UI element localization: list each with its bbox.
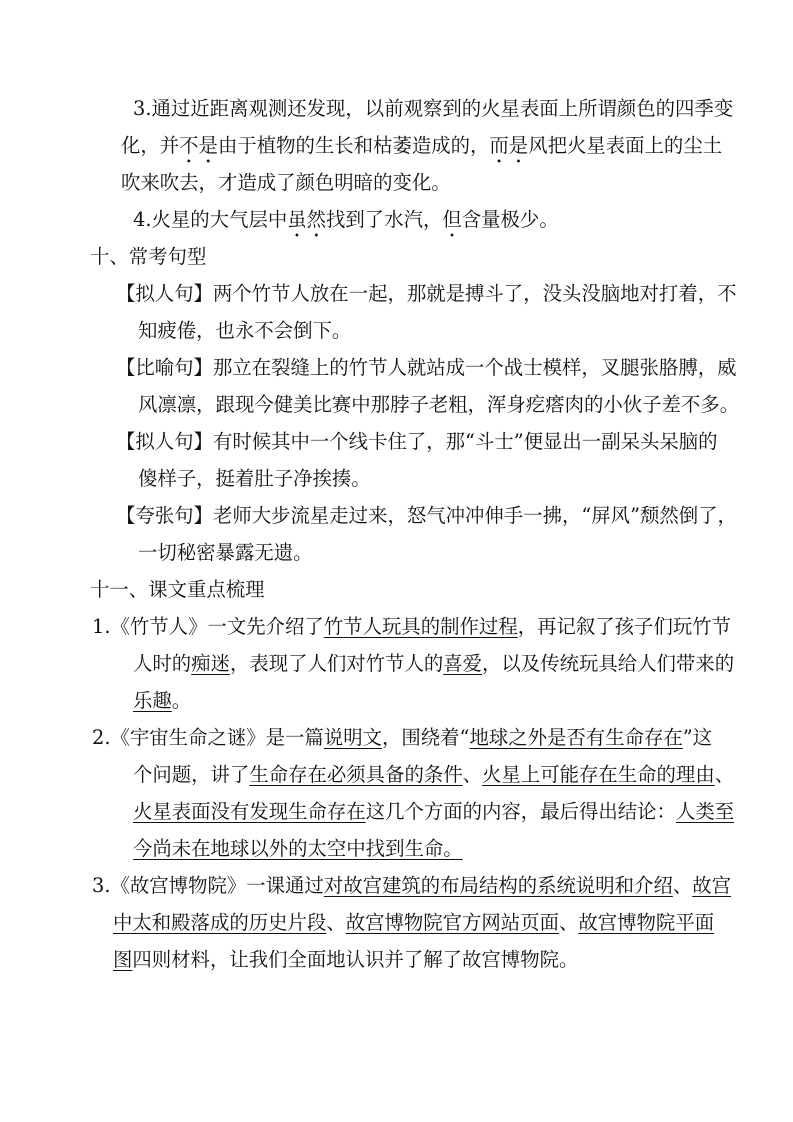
text-line <box>138 460 371 497</box>
underlined-key-phrase: 故宫博物院平面 <box>578 911 715 934</box>
text-segment: 一切秘密暴露无遗。 <box>138 541 313 564</box>
text-segment: 4.火星的大气层中 <box>133 208 288 231</box>
section-heading <box>90 238 206 275</box>
text-segment: 化，并 <box>121 134 180 157</box>
text-line <box>92 719 712 756</box>
text-line <box>113 904 714 941</box>
text-segment: 3.通过近距离观测还发现，以前观察到的火星表面上所谓颜色的四季变 <box>133 97 734 120</box>
underlined-key-phrase: 说明文 <box>323 726 382 749</box>
underlined-key-phrase: 喜爱 <box>443 652 483 675</box>
text-segment: 由于植物的生长和枯萎造成的， <box>217 134 490 157</box>
text-line <box>133 201 559 238</box>
text-line <box>133 645 734 682</box>
text-line <box>138 534 313 571</box>
text-segment: ，表现了人们对竹节人的 <box>229 652 444 675</box>
text-line <box>138 312 351 349</box>
text-segment: 【拟人句】两个竹节人放在一起，那就是搏斗了，没头没脑地对打着，不 <box>116 282 737 305</box>
text-line <box>116 275 737 312</box>
text-segment: 四则材料，让我们全面地认识并了解了故宫博物院。 <box>132 948 579 971</box>
text-line <box>92 867 731 904</box>
underlined-key-phrase: 故宫博物院官方网站页面 <box>345 911 559 934</box>
text-segment: 、 <box>558 911 579 934</box>
text-segment: 【拟人句】有时候其中一个线卡住了，那“斗士”便显出一副呆头呆脑的 <box>116 430 718 453</box>
text-segment: 【夸张句】老师大步流星走过来，怒气冲冲伸手一拂，“屏风”颓然倒了， <box>116 504 737 527</box>
emphasis-dotted-text: 虽然 <box>287 208 327 231</box>
underlined-key-phrase: 故宫 <box>692 874 732 897</box>
text-segment: 傻样子，挺着肚子净挨揍。 <box>138 467 371 490</box>
text-line <box>92 608 731 645</box>
text-line <box>133 793 734 830</box>
text-segment: ，再记叙了孩子们玩竹节 <box>517 615 732 638</box>
text-segment: 风把火星表面上的尘土 <box>528 134 723 157</box>
text-line <box>116 349 737 386</box>
text-segment: ”这 <box>682 726 713 749</box>
underlined-key-phrase: 地球之外是否有生命存在 <box>469 726 683 749</box>
emphasis-dotted-text: 不是 <box>179 134 218 157</box>
underlined-key-phrase: 痴迷 <box>191 652 230 675</box>
text-segment: 1.《竹节人》一文先介绍了 <box>92 615 324 638</box>
text-line <box>133 830 463 867</box>
emphasis-dotted-text: 而是 <box>489 134 529 157</box>
text-segment: 风凛凛，跟现今健美比赛中那脖子老粗，浑身疙瘩肉的小伙子差不多。 <box>138 393 740 416</box>
text-segment: ，围绕着“ <box>381 726 470 749</box>
text-segment: 、 <box>714 763 735 786</box>
underlined-key-phrase: 人类至 <box>675 800 735 823</box>
text-line <box>133 90 733 127</box>
text-line <box>133 682 191 719</box>
text-segment: 这几个方面的内容，最后得出结论： <box>365 800 676 823</box>
text-segment: 【比喻句】那立在裂缝上的竹节人就站成一个战士模样，叉腿张胳膊，威 <box>116 356 737 379</box>
text-segment: 2.《宇宙生命之谜》是一篇 <box>92 726 324 749</box>
underlined-key-phrase: 乐趣 <box>133 689 172 712</box>
text-line <box>121 164 451 201</box>
text-line <box>116 423 718 460</box>
underlined-key-phrase: 图 <box>113 948 133 971</box>
underlined-key-phrase: 中太和殿落成的历史片段 <box>113 911 327 934</box>
text-segment: 、 <box>326 911 346 934</box>
text-segment: 、 <box>672 874 693 897</box>
text-segment: 个问题，讲了 <box>133 763 250 786</box>
text-segment: 找到了水汽， <box>326 208 443 231</box>
text-segment: 含量极少。 <box>461 208 559 231</box>
text-segment: 、 <box>462 763 483 786</box>
section-heading <box>90 571 265 608</box>
text-segment: 吹来吹去，才造成了颜色明暗的变化。 <box>121 171 451 194</box>
underlined-key-phrase: 生命存在必须具备的条件 <box>249 763 463 786</box>
text-line <box>116 497 737 534</box>
text-line <box>133 756 734 793</box>
text-line <box>113 941 578 978</box>
underlined-key-phrase: 竹节人玩具的制作过程 <box>323 615 518 638</box>
underlined-key-phrase: 对故宫建筑的布局结构的系统说明和介绍 <box>323 874 673 897</box>
text-segment: ，以及传统玩具给人们带来的 <box>482 652 735 675</box>
text-segment: 知疲倦，也永不会倒下。 <box>138 319 352 342</box>
text-line <box>138 386 739 423</box>
underlined-key-phrase: 火星上可能存在生命的理由 <box>482 763 715 786</box>
text-segment: 人时的 <box>133 652 192 675</box>
text-segment: 。 <box>171 689 192 712</box>
text-segment: 十、常考句型 <box>90 245 207 268</box>
text-segment: 3.《故宫博物院》一课通过 <box>92 874 324 897</box>
underlined-key-phrase: 火星表面没有发现生命存在 <box>133 800 366 823</box>
underlined-key-phrase: 今尚未在地球以外的太空中找到生命。 <box>133 837 463 860</box>
text-line <box>121 127 722 164</box>
emphasis-dotted-text: 但 <box>442 208 462 231</box>
text-segment: 十一、课文重点梳理 <box>90 578 265 601</box>
